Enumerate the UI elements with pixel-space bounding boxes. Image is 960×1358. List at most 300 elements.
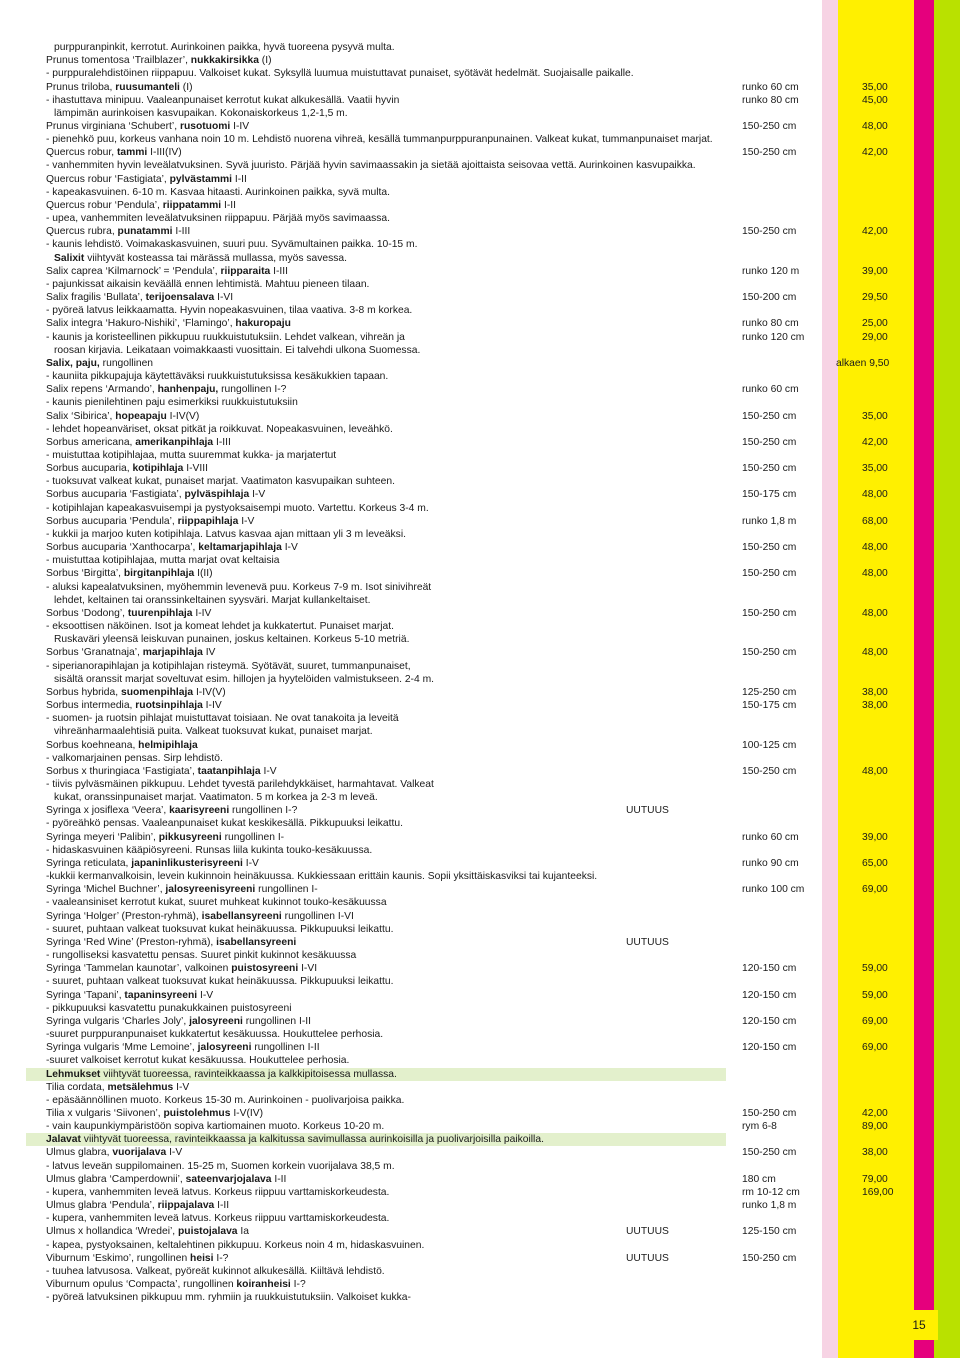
plant-text: Salix caprea ‘Kilmarnock’ = ‘Pendula’,: [46, 265, 221, 277]
plant-description: [54, 344, 420, 357]
plant-text: Sorbus ‘Birgitta’,: [46, 568, 124, 580]
plant-size: runko 60 cm: [742, 384, 799, 396]
plant-text: - aluksi kapealatvuksinen, myöhemmin levenevä puu. Korkeus 7-9 m. Isot sinivihreät: [46, 581, 432, 593]
plant-text: - lehdet hopeanväriset, oksat pitkät ja roikkuvat. Nopeakasvuinen, leveähkö.: [46, 423, 393, 435]
plant-text: Prunus triloba,: [46, 81, 116, 93]
plant-text: - kapeakasvuinen. 6-10 m. Kasvaa hitaasti. Aurinkoinen paikka, syvä multa.: [46, 186, 390, 198]
plant-text: Salix ‘Sibirica’,: [46, 410, 116, 422]
plant-size: 150-250 cm: [742, 647, 797, 659]
plant-description: [46, 686, 226, 699]
plant-size: 180 cm: [742, 1173, 776, 1185]
plant-description: [46, 502, 429, 515]
plant-size: runko 1,8 m: [742, 1200, 797, 1212]
plant-description: [46, 923, 393, 936]
plant-description: [46, 1107, 263, 1120]
common-name: kotipihlaja: [132, 463, 184, 475]
plant-size: 150-250 cm: [742, 226, 797, 238]
plant-text: - epäsäännöllinen muoto. Korkeus 15-30 m. Aurinkoinen - puolivarjoisa paikka.: [46, 1094, 405, 1106]
plant-description: [46, 1173, 286, 1186]
plant-price: 35,00: [862, 81, 888, 93]
plant-text: - kaunis ja koristeellinen pikkupuu ruukkuistutuksiin. Lehdet valkean, vihreän ja: [46, 331, 405, 343]
new-badge: UUTUUS: [626, 936, 669, 948]
plant-description: [46, 1133, 544, 1146]
plant-description: [46, 870, 597, 883]
plant-text-suffix: I-V: [281, 542, 298, 554]
plant-text-suffix: I-VI: [298, 963, 318, 975]
plant-description: [46, 278, 369, 291]
plant-description: [46, 975, 393, 988]
plant-description: [46, 159, 696, 172]
plant-description: [46, 331, 405, 344]
plant-text-suffix: rungollinen I-?: [229, 805, 298, 817]
plant-text-suffix: I-V: [242, 857, 259, 869]
plant-description: [46, 475, 395, 488]
plant-description: [54, 673, 434, 686]
common-name: riippapihlaja: [177, 515, 239, 527]
plant-price: 69,00: [862, 1042, 888, 1054]
new-badge: UUTUUS: [626, 805, 669, 817]
common-name: japaninlikusterisyreeni: [131, 857, 243, 869]
plant-text: Tilia x vulgaris ‘Siivonen’,: [46, 1108, 164, 1119]
plant-text: - purppuralehdistöinen riippapuu. Valkoiset kukat. Syksyllä luumua muistuttavat punaiset, syötävät hedelmät. Suojaisalle paikalle.: [46, 68, 634, 80]
common-name: koiranheisi: [236, 1279, 291, 1290]
common-name: tuurenpihlaja: [127, 607, 193, 619]
plant-description: [54, 107, 348, 120]
plant-price: 25,00: [862, 318, 888, 330]
new-badge: UUTUUS: [626, 1226, 669, 1238]
plant-price: 38,00: [862, 700, 888, 711]
plant-text-suffix: I-IV(V): [193, 686, 226, 698]
plant-description: [46, 765, 277, 778]
common-name: riippatammi: [162, 199, 222, 211]
plant-size: runko 80 cm: [742, 318, 799, 330]
plant-size: 150-250 cm: [742, 147, 797, 159]
plant-description: [46, 1002, 292, 1015]
plant-text: -suuret purppuranpunaiset kukkatertut kesäkuussa. Houkuttelee perhosia.: [46, 1029, 384, 1040]
plant-text-suffix: I-III: [172, 226, 191, 238]
plant-description: [46, 1120, 384, 1133]
common-name: ruotsinpihlaja: [135, 700, 203, 711]
plant-description: [46, 370, 388, 383]
plant-price: 69,00: [862, 1015, 888, 1027]
plant-price: 39,00: [862, 265, 888, 277]
plant-description: [46, 120, 249, 133]
plant-text: Syringa reticulata,: [46, 857, 132, 869]
plant-description: [46, 857, 259, 870]
plant-price: 42,00: [862, 147, 888, 159]
plant-price: 48,00: [862, 489, 888, 501]
plant-price: 89,00: [862, 1121, 888, 1133]
plant-text-suffix: I-V(IV): [230, 1108, 264, 1119]
common-name: Salixit: [54, 252, 85, 264]
common-name: marjapihlaja: [142, 647, 203, 659]
plant-description: [46, 581, 431, 594]
plant-size: 120-150 cm: [742, 1015, 797, 1027]
plant-description: [46, 383, 286, 396]
highlight-note-row: [26, 1068, 726, 1081]
plant-text-suffix: rungollinen: [99, 357, 154, 369]
plant-text: Ruskaväri yleensä leiskuvan punainen, joskus keltainen. Korkeus 5-10 metriä.: [54, 634, 410, 646]
plant-price: 35,00: [862, 410, 888, 422]
plant-size: 150-250 cm: [742, 1252, 797, 1264]
plant-description: [46, 844, 372, 857]
plant-description: [46, 1068, 397, 1081]
plant-price: 69,00: [862, 884, 888, 896]
plant-text: - kukkii ja marjoo kuten kotipihlaja. Latvus kasvaa ajan mittaan yli 3 m leveäksi.: [46, 528, 406, 540]
plant-text-suffix: I-IV(V): [166, 410, 200, 422]
plant-text: Syringa vulgaris ‘Charles Joly’,: [46, 1015, 190, 1027]
plant-description: [46, 712, 399, 725]
plant-text: Salix fragilis ‘Bullata’,: [46, 292, 146, 303]
plant-text-suffix: I-II: [271, 1173, 287, 1185]
plant-text: Syringa ‘Red Wine’ (Preston-ryhmä),: [46, 936, 217, 948]
plant-text: - muistuttaa kotipihlajaa, mutta suuremmat kukka- ja marjatertut: [46, 450, 337, 461]
plant-text: - siperianorapihlajan ja kotipihlajan risteymä. Syötävät, suuret, tummanpunaiset,: [46, 660, 411, 672]
plant-description: [46, 225, 190, 238]
common-name: suomenpihlaja: [120, 686, 194, 698]
plant-text: Salix integra ‘Hakuro-Nishiki’, ‘Flamingo’,: [46, 318, 236, 330]
plant-description: [46, 133, 713, 146]
plant-text: - pienehkö puu, korkeus vanhana noin 10 m. Lehdistö nuorena vihreä, kesällä tummanpurppuranpunainen. Valkeat kukat, tummanpunaiset marjat.: [46, 134, 713, 146]
plant-price: 42,00: [862, 436, 888, 448]
common-name: pikkusyreeni: [158, 831, 222, 843]
plant-description: [46, 54, 272, 67]
plant-text-suffix: I-IV: [230, 121, 250, 132]
plant-description: [46, 357, 153, 370]
plant-price: 29,50: [862, 292, 888, 303]
plant-description: [46, 989, 213, 1002]
plant-description: [46, 896, 387, 909]
plant-size: 125-250 cm: [742, 686, 797, 698]
plant-text: - vain kaupunkiympäristöön sopiva kartiomainen muoto. Korkeus 10-20 m.: [46, 1121, 385, 1133]
plant-size: 100-125 cm: [742, 739, 797, 751]
plant-text-suffix: rungollinen I-II: [251, 1042, 320, 1054]
plant-description: [46, 752, 223, 765]
common-name: heisi: [190, 1252, 214, 1264]
plant-text: Ulmus glabra ‘Pendula’,: [46, 1200, 158, 1212]
plant-text: - tiivis pylväsmäinen pikkupuu. Lehdet tyvestä parilehdykkäiset, harmahtavat. Valkeat: [46, 779, 434, 790]
plant-description: [54, 725, 373, 738]
plant-text: vihreänharmaalehtisiä puita. Valkeat tuoksuvat kukat, punaiset marjat.: [54, 726, 373, 738]
plant-text-suffix: I-II: [232, 173, 247, 185]
plant-description: [46, 291, 233, 304]
pink-color-band: [822, 0, 838, 1358]
plant-description: [46, 317, 291, 330]
common-name: rusotuomi: [179, 121, 231, 132]
common-name: hakuropaju: [235, 318, 291, 330]
plant-price: 38,00: [862, 1147, 888, 1159]
plant-text: lämpimän aurinkoisen kasvupaikan. Kokonaiskorkeus 1,2-1,5 m.: [54, 107, 348, 119]
plant-description: [46, 1015, 311, 1028]
plant-description: [46, 936, 296, 949]
plant-description: [46, 554, 280, 567]
plant-text-suffix: I-IV: [192, 607, 212, 619]
plant-text-suffix: rungollinen I-: [255, 884, 318, 896]
plant-text: Syringa vulgaris ‘Mme Lemoine’,: [46, 1042, 198, 1054]
plant-text: purppuranpinkit, kerrotut. Aurinkoinen paikka, hyvä tuoreena pysyvä multa.: [54, 42, 395, 53]
plant-description: [46, 212, 390, 225]
plant-size: 150-250 cm: [742, 765, 797, 777]
plant-text: -kukkii kermanvalkoisin, levein kukinnoin heinäkuussa. Kukkiessaan erittäin kaunis. Sopii yksittäiskasviksi tai kujanteeksi.: [46, 871, 598, 883]
plant-text: - suuret, puhtaan valkeat tuoksuvat kukat heinäkuussa. Pikkupuuksi leikattu.: [46, 976, 394, 988]
plant-price: 169,00: [862, 1186, 894, 1198]
plant-text: - pyöreähkö pensas. Vaaleanpunaiset kukat keskikesällä. Pikkupuuksi leikattu.: [46, 818, 403, 830]
common-name: vuorijalava: [112, 1147, 167, 1159]
plant-text-suffix: I-III(IV): [147, 147, 182, 159]
plant-description: [46, 567, 213, 580]
plant-text: roosan kirjavia. Leikataan voimakkaasti vuosittain. Ei talvehdi ulkona Suomessa.: [54, 344, 421, 356]
plant-description: [46, 1054, 349, 1067]
plant-text: - suomen- ja ruotsin pihlajat muistuttavat toisiaan. Ne ovat tanakoita ja leveitä: [46, 713, 399, 725]
plant-price: 48,00: [862, 542, 888, 554]
plant-price: 39,00: [862, 831, 888, 843]
plant-price: 48,00: [862, 607, 888, 619]
common-name: isabellansyreeni: [216, 936, 297, 948]
common-name: metsälehmus: [107, 1081, 174, 1093]
plant-description: [46, 949, 356, 962]
plant-price: 29,00: [862, 331, 888, 343]
plant-text: - kapea, pystyoksainen, keltalehtinen pikkupuu. Korkeus noin 4 m, hidaskasvuinen.: [46, 1239, 425, 1251]
plant-text: Sorbus ‘Granatnaja’,: [46, 647, 143, 659]
plant-text: - valkomarjainen pensas. Sirp lehdistö.: [46, 752, 223, 764]
plant-size: runko 1,8 m: [742, 515, 797, 527]
plant-description: [46, 1081, 189, 1094]
plant-text: Quercus robur ‘Pendula’,: [46, 199, 163, 211]
plant-description: [46, 410, 199, 423]
plant-description: [46, 396, 298, 409]
plant-text: Sorbus hybrida,: [46, 686, 121, 698]
plant-description: [46, 488, 265, 501]
plant-description: [46, 1291, 411, 1304]
plant-description: [46, 1265, 385, 1278]
plant-text: - pajunkissat aikaisin keväällä ennen lehtimistä. Mahtuu pieneen tilaan.: [46, 278, 370, 290]
plant-text: Sorbus ‘Dodong’,: [46, 607, 128, 619]
common-name: riipparaita: [220, 265, 271, 277]
plant-size: runko 120 m: [742, 265, 800, 277]
plant-text: - pyöreä latvus leikkaamatta. Hyvin nopeakasvuinen, tilaa vaativa. 3-8 m korkea.: [46, 305, 413, 317]
plant-text-suffix: viihtyvät kosteassa tai märässä mullassa, myös savessa.: [84, 252, 348, 264]
common-name: hopeapaju: [115, 410, 167, 422]
plant-text-suffix: I(II): [194, 568, 213, 580]
plant-description: [46, 646, 215, 659]
plant-description: [46, 423, 393, 436]
plant-text: Prunus virginiana ‘Schubert’,: [46, 121, 180, 132]
green-color-band: [934, 0, 960, 1358]
common-name: tammi: [116, 147, 148, 159]
plant-description: [46, 436, 231, 449]
plant-description: [46, 1252, 228, 1265]
plant-size: 150-250 cm: [742, 1147, 797, 1159]
plant-description: [46, 173, 247, 186]
plant-text: - muistuttaa kotipihlajaa, mutta marjat ovat keltaisia: [46, 555, 280, 567]
plant-text: Sorbus aucuparia ‘Pendula’,: [46, 515, 178, 527]
plant-size: 150-250 cm: [742, 607, 797, 619]
plant-description: [46, 265, 288, 278]
plant-price: 48,00: [862, 568, 888, 580]
plant-text: Ulmus glabra,: [46, 1147, 113, 1159]
common-name: helmipihlaja: [138, 739, 198, 751]
common-name: puistosyreeni: [231, 963, 299, 975]
common-name: tapaninsyreeni: [124, 989, 198, 1001]
plant-description: [54, 252, 347, 265]
plant-description: [46, 1199, 229, 1212]
plant-description: [46, 699, 222, 712]
plant-text: Sorbus americana,: [46, 436, 136, 448]
plant-size: runko 60 cm: [742, 81, 799, 93]
common-name: amerikanpihlaja: [135, 436, 214, 448]
plant-price: 79,00: [862, 1173, 888, 1185]
magenta-color-band: [914, 0, 934, 1358]
common-name: nukkakirsikka: [190, 55, 259, 67]
plant-price: 35,00: [862, 463, 888, 475]
plant-size: 120-150 cm: [742, 989, 797, 1001]
plant-size: runko 80 cm: [742, 94, 799, 106]
plant-text-suffix: IV: [202, 647, 216, 659]
plant-description: [46, 449, 336, 462]
plant-text: - kaunis lehdistö. Voimakaskasvuinen, suuri puu. Syvämultainen paikka. 10-15 m.: [46, 239, 418, 251]
common-name: Jalavat: [46, 1134, 81, 1146]
plant-text: - suuret, puhtaan valkeat tuoksuvat kukat heinäkuussa. Pikkupuuksi leikattu.: [46, 923, 394, 935]
common-name: isabellansyreeni: [201, 910, 282, 922]
plant-description: [46, 778, 434, 791]
plant-price: 48,00: [862, 647, 888, 659]
plant-text: - pikkupuuksi kasvatettu punakukkainen puistosyreeni: [46, 1002, 292, 1014]
plant-size: 120-150 cm: [742, 963, 797, 975]
common-name: keltamarjapihlaja: [198, 542, 282, 554]
plant-price: 45,00: [862, 94, 888, 106]
plant-description: [46, 1160, 395, 1173]
plant-text-suffix: rungollinen I-VI: [281, 910, 354, 922]
plant-text: Salix repens ‘Armando’,: [46, 384, 158, 396]
plant-description: [46, 67, 634, 80]
page-number: 15: [900, 1310, 938, 1340]
plant-description: [46, 199, 236, 212]
plant-text-suffix: rungollinen I-: [221, 831, 285, 843]
plant-description: [46, 1186, 389, 1199]
plant-price: alkaen 9,50: [836, 357, 890, 369]
common-name: hanhenpaju,: [157, 384, 219, 396]
common-name: taatanpihlaja: [197, 765, 261, 777]
plant-description: [46, 910, 354, 923]
plant-text: Syringa ‘Holger’ (Preston-ryhmä),: [46, 910, 202, 922]
plant-text-suffix: I-V: [197, 989, 214, 1001]
plant-description: [46, 1239, 424, 1252]
common-name: Salix, paju,: [46, 357, 100, 369]
plant-text-suffix: I-V: [260, 765, 277, 777]
plant-description: [46, 620, 394, 633]
plant-description: [46, 1225, 249, 1238]
plant-text-suffix: I-V: [173, 1081, 190, 1093]
plant-description: [46, 94, 399, 107]
plant-description: [46, 541, 298, 554]
plant-text-suffix: I-III: [213, 436, 231, 448]
plant-text: - eksoottisen näköinen. Isot ja komeat lehdet ja kukkatertut. Punaiset marjat.: [46, 621, 394, 632]
plant-price: 65,00: [862, 857, 888, 869]
plant-text-suffix: rungollinen I-?: [218, 384, 287, 396]
plant-description: [54, 633, 409, 646]
common-name: ruusumanteli: [115, 81, 180, 93]
plant-description: [46, 804, 297, 817]
common-name: puistolehmus: [163, 1108, 231, 1119]
plant-text: - tuuhea latvusosa. Valkeat, pyöreät kukinnot alkukesällä. Kiiltävä lehdistö.: [46, 1265, 385, 1277]
plant-description: [54, 791, 378, 804]
plant-size: 120-150 cm: [742, 1042, 797, 1054]
common-name: pylvästammi: [169, 173, 233, 185]
plant-description: [46, 1028, 383, 1041]
plant-text: Syringa ‘Tammelan kaunotar’, valkoinen: [46, 963, 232, 975]
plant-description: [46, 304, 412, 317]
common-name: kaarisyreeni: [169, 805, 230, 817]
plant-text: Syringa ‘Michel Buchner’,: [46, 884, 166, 896]
plant-text: - vaaleansiniset kerrotut kukat, suuret muhkeat kukinnot touko-kesäkuussa: [46, 897, 387, 909]
plant-description: [46, 528, 406, 541]
plant-description: [46, 81, 193, 94]
plant-size: 150-250 cm: [742, 542, 797, 554]
plant-text: Quercus rubra,: [46, 226, 118, 238]
plant-text-suffix: I-VI: [214, 292, 234, 303]
plant-text: Syringa ‘Tapani’,: [46, 989, 125, 1001]
plant-text-suffix: I-IV: [202, 700, 222, 711]
plant-price: 68,00: [862, 515, 888, 527]
plant-text-suffix: (I): [179, 81, 193, 93]
plant-text: Prunus tomentosa ‘Trailblazer’,: [46, 55, 191, 67]
plant-description: [46, 607, 211, 620]
plant-price: 48,00: [862, 121, 888, 132]
plant-description: [46, 462, 208, 475]
plant-text: Sorbus aucuparia ‘Xanthocarpa’,: [46, 542, 199, 554]
plant-text-suffix: Ia: [237, 1226, 249, 1238]
plant-description: [46, 186, 390, 199]
plant-description: [46, 1212, 389, 1225]
plant-text-suffix: I-V: [249, 489, 266, 501]
plant-description: [46, 831, 284, 844]
plant-text: Ulmus x hollandica ‘Wredei’,: [46, 1226, 179, 1238]
common-name: jalosyreeni: [197, 1042, 252, 1054]
plant-text: - tuoksuvat valkeat kukat, punaiset marjat. Vaatimaton kasvupaikan suhteen.: [46, 476, 395, 488]
plant-price: 42,00: [862, 226, 888, 238]
plant-text: - kupera, vanhemmiten leveä latvus. Korkeus riippuu varttamiskorkeudesta.: [46, 1213, 390, 1225]
plant-text-suffix: rungollinen I-II: [242, 1015, 312, 1027]
plant-text: - kauniita pikkupajuja käytettäväksi ruukkuistutuksissa kesäkukkien tapaan.: [46, 371, 389, 382]
plant-text: -suuret valkoiset kerrotut kukat kesäkuussa. Houkuttelee perhosia.: [46, 1055, 350, 1067]
common-name: pylväspihlaja: [184, 489, 250, 501]
common-name: punatammi: [117, 226, 173, 238]
plant-text: - upea, vanhemmiten leveälatvuksinen riippapuu. Pärjää myös savimaassa.: [46, 213, 390, 225]
plant-text: - kaunis pienilehtinen paju esimerkiksi ruukkuistutuksiin: [46, 397, 298, 409]
plant-text-suffix: I-?: [290, 1279, 306, 1290]
plant-text-suffix: I-II: [221, 199, 237, 211]
highlight-note-row: [26, 1133, 726, 1146]
plant-text: - latvus leveän suppilomainen. 15-25 m, Suomen korkein vuorijalava 38,5 m.: [46, 1160, 395, 1172]
plant-size: 150-175 cm: [742, 489, 797, 501]
plant-text-suffix: I-V: [238, 515, 255, 527]
plant-price: 59,00: [862, 963, 888, 975]
plant-description: [46, 238, 417, 251]
common-name: jalosyreenisyreeni: [165, 884, 256, 896]
plant-text: kukat, oranssinpunaiset marjat. Vaatimaton. 5 m korkea ja 2-3 m leveä.: [54, 792, 378, 804]
plant-description: [46, 1094, 404, 1107]
plant-size: 150-175 cm: [742, 700, 797, 711]
common-name: riippajalava: [157, 1200, 215, 1212]
plant-text: Sorbus aucuparia ‘Fastigiata’,: [46, 489, 185, 501]
plant-size: runko 90 cm: [742, 857, 799, 869]
plant-text: Viburnum ‘Eskimo’, rungollinen: [46, 1252, 191, 1264]
plant-text: - kupera, vanhemmiten leveä latvus. Korkeus riippuu varttamiskorkeudesta.: [46, 1186, 390, 1198]
plant-size: 150-250 cm: [742, 410, 797, 422]
plant-text-suffix: I-V: [166, 1147, 183, 1159]
common-name: puistojalava: [178, 1226, 238, 1238]
plant-price: 48,00: [862, 765, 888, 777]
